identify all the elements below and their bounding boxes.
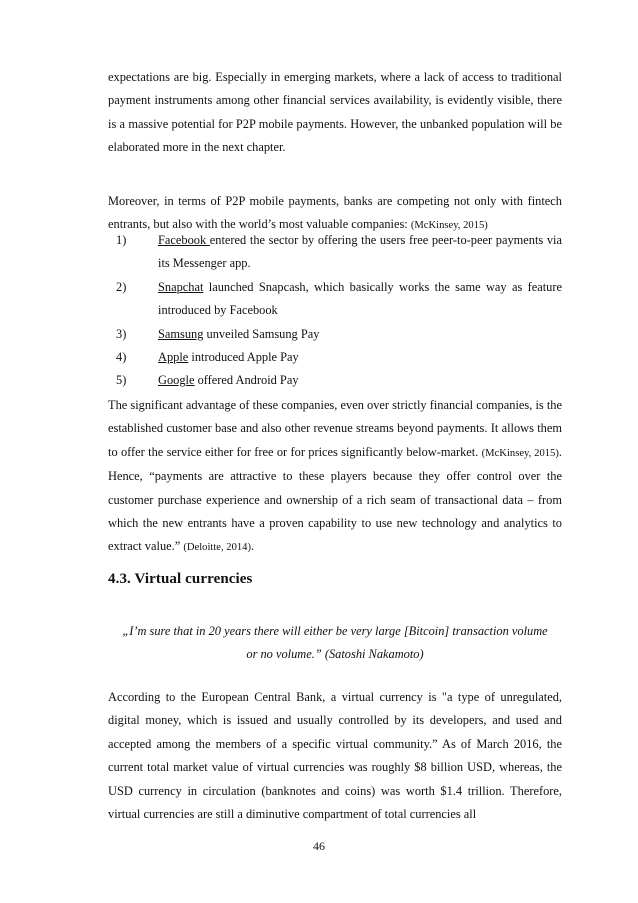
list-item-text: unveiled Samsung Pay — [203, 326, 320, 341]
list-item-number: 5) — [116, 373, 127, 388]
list-item-number: 2) — [116, 279, 127, 294]
paragraph-virtual-currency-definition: According to the European Central Bank, a virtual currency is "a type of unregulated, digital money, which is issued and usually controlled by its developers, and used and accepted among the members of a specific virtual community.” As of March 2016, the current total market value of virtual currencies was roughly $8 billion USD, whereas, the USD currency in circulation (banknotes and coins) was worth $1.4 trillion. Therefore, virtual currencies are still a diminutive compartment of total currencies all — [108, 690, 562, 822]
list-item-company: Samsung — [158, 326, 204, 341]
list-item-text: offered Android Pay — [194, 373, 299, 388]
list-item-text: entered the sector by offering the users free peer-to-peer payments via its Messenger app. — [158, 233, 562, 271]
list-item — [116, 323, 562, 346]
list-item-company: Apple — [158, 350, 189, 365]
list-item — [116, 346, 562, 369]
list-item-text: introduced Apple Pay — [188, 350, 299, 365]
list-item-company: Snapchat — [158, 279, 204, 294]
paragraph-advantage-text-2: . Hence, “payments are attractive to these players because they offer control over the customer purchase experience and ownership of a rich seam of transactional data – from which the new entrants have a proven capability to use new technology and analytics to extract value.” — [108, 444, 562, 554]
citation-deloitte: (Deloitte, 2014) — [183, 542, 252, 554]
list-item-number: 1) — [116, 233, 127, 247]
paragraph-advantage — [108, 394, 562, 560]
company-list — [116, 229, 562, 393]
paragraph-p2p-potential: expectations are big. Especially in emerging markets, where a lack of access to traditional payment instruments among other financial services availability, is evidently visible, there is a massive potential for P2P mobile payments. However, the unbanked population will be elaborated more in the next chapter. — [108, 70, 562, 155]
list-item — [116, 369, 562, 392]
list-item-company: Facebook — [158, 233, 210, 247]
citation-mckinsey: (McKinsey, 2015) — [481, 447, 559, 459]
list-item — [116, 276, 562, 323]
list-item-number: 3) — [116, 326, 127, 341]
list-item-text: launched Snapcash, which basically works the same way as feature introduced by Facebook — [158, 279, 562, 318]
paragraph-advantage-text-1: The significant advantage of these companies, even over strictly financial companies, is the established customer base and also other revenue streams beyond payments. It allows them to offer the service either for free or for prices significantly below-market. — [108, 398, 562, 459]
list-item-number: 4) — [116, 350, 127, 365]
page-number: 46 — [313, 839, 325, 853]
paragraph-competition-text: Moreover, in terms of P2P mobile payments, banks are competing not only with fintech entrants, but also with the world’s most valuable companies: — [108, 194, 562, 232]
quote-block — [108, 620, 562, 667]
citation-mckinsey: (McKinsey, 2015) — [410, 220, 488, 232]
section-heading: 4.3. Virtual currencies — [108, 571, 253, 587]
paragraph-advantage-end: . — [251, 539, 255, 554]
quote-line-1: „I’m sure that in 20 years there will either be very large [Bitcoin] transaction volume — [122, 624, 548, 638]
list-item — [116, 229, 562, 276]
list-item-company: Google — [158, 373, 195, 388]
quote-line-2: or no volume.” (Satoshi Nakamoto) — [246, 647, 424, 662]
